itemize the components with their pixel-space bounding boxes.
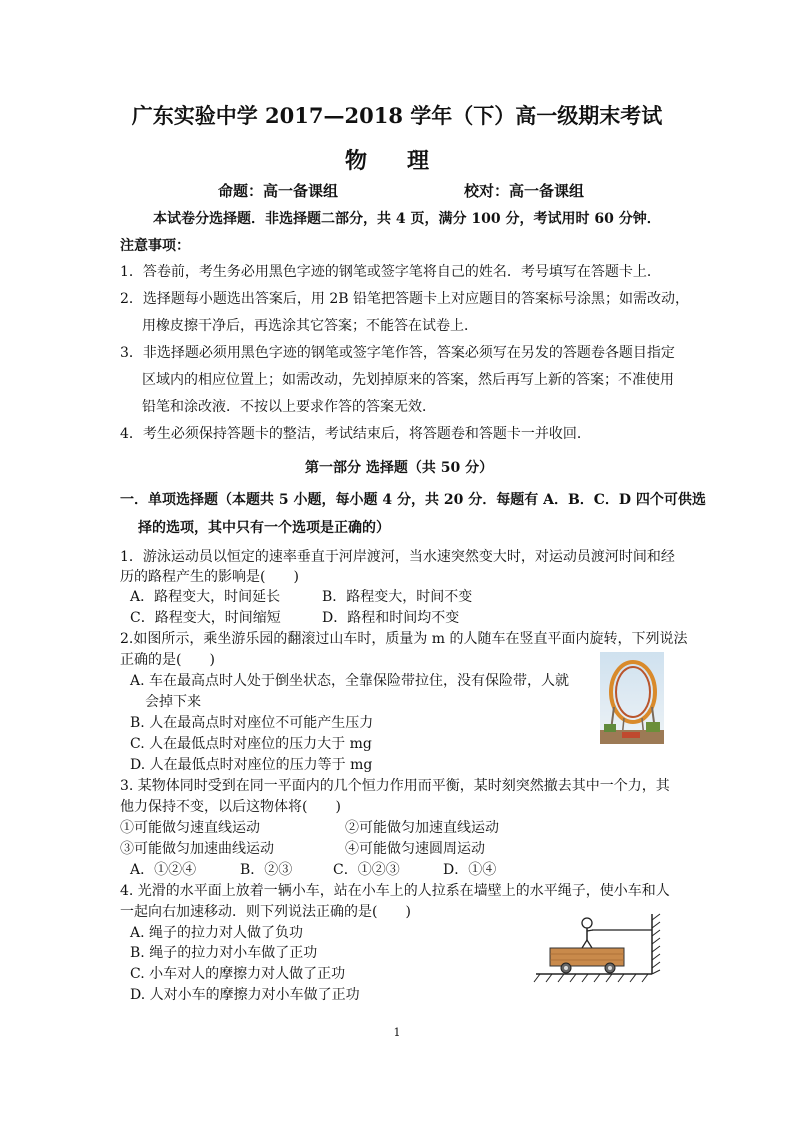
section-heading: 一．单项选择题（本题共 5 小题，每小题 4 分，共 20 分．每题有 A．B．C．D 四个可供选: [120, 492, 706, 508]
roller-coaster-image: [600, 652, 664, 744]
q1-option-c: C．路程变大，时间缩短: [130, 610, 281, 626]
q2-option-d: D. 人在最低点时对座位的压力等于 mg: [130, 757, 373, 773]
q3-stem: 3. 某物体同时受到在同一平面内的几个恒力作用而平衡，某时刻突然撤去其中一个力，其: [120, 778, 670, 794]
q3-option-c: C．①②③: [333, 862, 400, 878]
subject-title: 物理: [344, 148, 469, 174]
note-line: 铅笔和涂改液．不按以上要求作答的答案无效．: [142, 399, 436, 415]
q3-option-b: B．②③: [240, 862, 293, 878]
notes-heading: 注意事项：: [120, 238, 190, 254]
section-heading-cont: 择的选项，其中只有一个选项是正确的）: [138, 520, 390, 536]
q4-stem: 4. 光滑的水平面上放着一辆小车，站在小车上的人拉系在墙壁上的水平绳子，使小车和人: [120, 883, 670, 899]
q4-option-d: D. 人对小车的摩擦力对小车做了正功: [130, 987, 360, 1003]
q2-option-b: B. 人在最高点时对座位不可能产生压力: [130, 715, 374, 731]
q3-option-d: D．①④: [443, 862, 497, 878]
q2-option-a: A. 车在最高点时人处于倒坐状态，全靠保险带拉住，没有保险带，人就: [130, 673, 570, 689]
q2-option-c: C. 人在最低点时对座位的压力大于 mg: [130, 736, 372, 752]
note-line: 3．非选择题必须用黑色字迹的钢笔或签字笔作答，答案必须写在另发的答题卷各题目指定: [120, 345, 675, 361]
exam-title: 广东实验中学 2017—2018 学年（下）高一级期末考试: [131, 103, 663, 128]
author-label: 命题：高一备课组: [218, 182, 339, 200]
q1-stem-cont: 历的路程产生的影响是( ): [120, 569, 299, 585]
q4-option-c: C. 小车对人的摩擦力对人做了正功: [130, 966, 346, 982]
q2-option-a-cont: 会掉下来: [145, 694, 201, 710]
q1-stem: 1．游泳运动员以恒定的速率垂直于河岸渡河，当水速突然变大时，对运动员渡河时间和经: [120, 549, 675, 565]
checker-label: 校对：高一备课组: [464, 182, 585, 200]
note-line: 1．答卷前，考生务必用黑色字迹的钢笔或签字笔将自己的姓名．考号填写在答题卡上．: [120, 264, 661, 280]
page-number: 1: [393, 1026, 401, 1039]
exam-intro: 本试卷分选择题．非选择题二部分，共 4 页，满分 100 分，考试用时 60 分钟．: [153, 211, 661, 227]
q1-option-b: B．路程变大，时间不变: [322, 589, 473, 605]
q2-stem-cont: 正确的是( ): [120, 652, 215, 668]
q3-statement-3: ③可能做匀加速曲线运动: [120, 841, 274, 857]
q1-option-d: D．路程和时间均不变: [322, 610, 460, 626]
q2-stem: 2.如图所示，乘坐游乐园的翻滚过山车时，质量为 m 的人随车在竖直平面内旋转，下列说法: [120, 631, 688, 647]
note-line: 区域内的相应位置上；如需改动，先划掉原来的答案，然后再写上新的答案；不准使用: [142, 372, 674, 388]
q3-statement-2: ②可能做匀加速直线运动: [345, 820, 499, 836]
q4-option-a: A. 绳子的拉力对人做了负功: [130, 925, 304, 941]
part1-heading: 第一部分 选择题（共 50 分）: [305, 460, 494, 476]
cart-rope-diagram: [532, 910, 672, 986]
note-line: 用橡皮擦干净后，再选涂其它答案；不能答在试卷上．: [142, 318, 478, 334]
note-line: 2．选择题每小题选出答案后，用 2B 铅笔把答题卡上对应题目的答案标号涂黑；如需改动，: [120, 291, 690, 307]
q3-stem-cont: 他力保持不变，以后这物体将( ): [120, 799, 341, 815]
q3-option-a: A．①②④: [130, 862, 197, 878]
q3-statement-4: ④可能做匀速圆周运动: [345, 841, 485, 857]
q4-option-b: B. 绳子的拉力对小车做了正功: [130, 945, 318, 961]
q3-statement-1: ①可能做匀速直线运动: [120, 820, 260, 836]
q1-option-a: A．路程变大，时间延长: [130, 589, 281, 605]
note-line: 4．考生必须保持答题卡的整洁，考试结束后，将答题卷和答题卡一并收回．: [120, 426, 591, 442]
q4-stem-cont: 一起向右加速移动．则下列说法正确的是( ): [120, 904, 411, 920]
